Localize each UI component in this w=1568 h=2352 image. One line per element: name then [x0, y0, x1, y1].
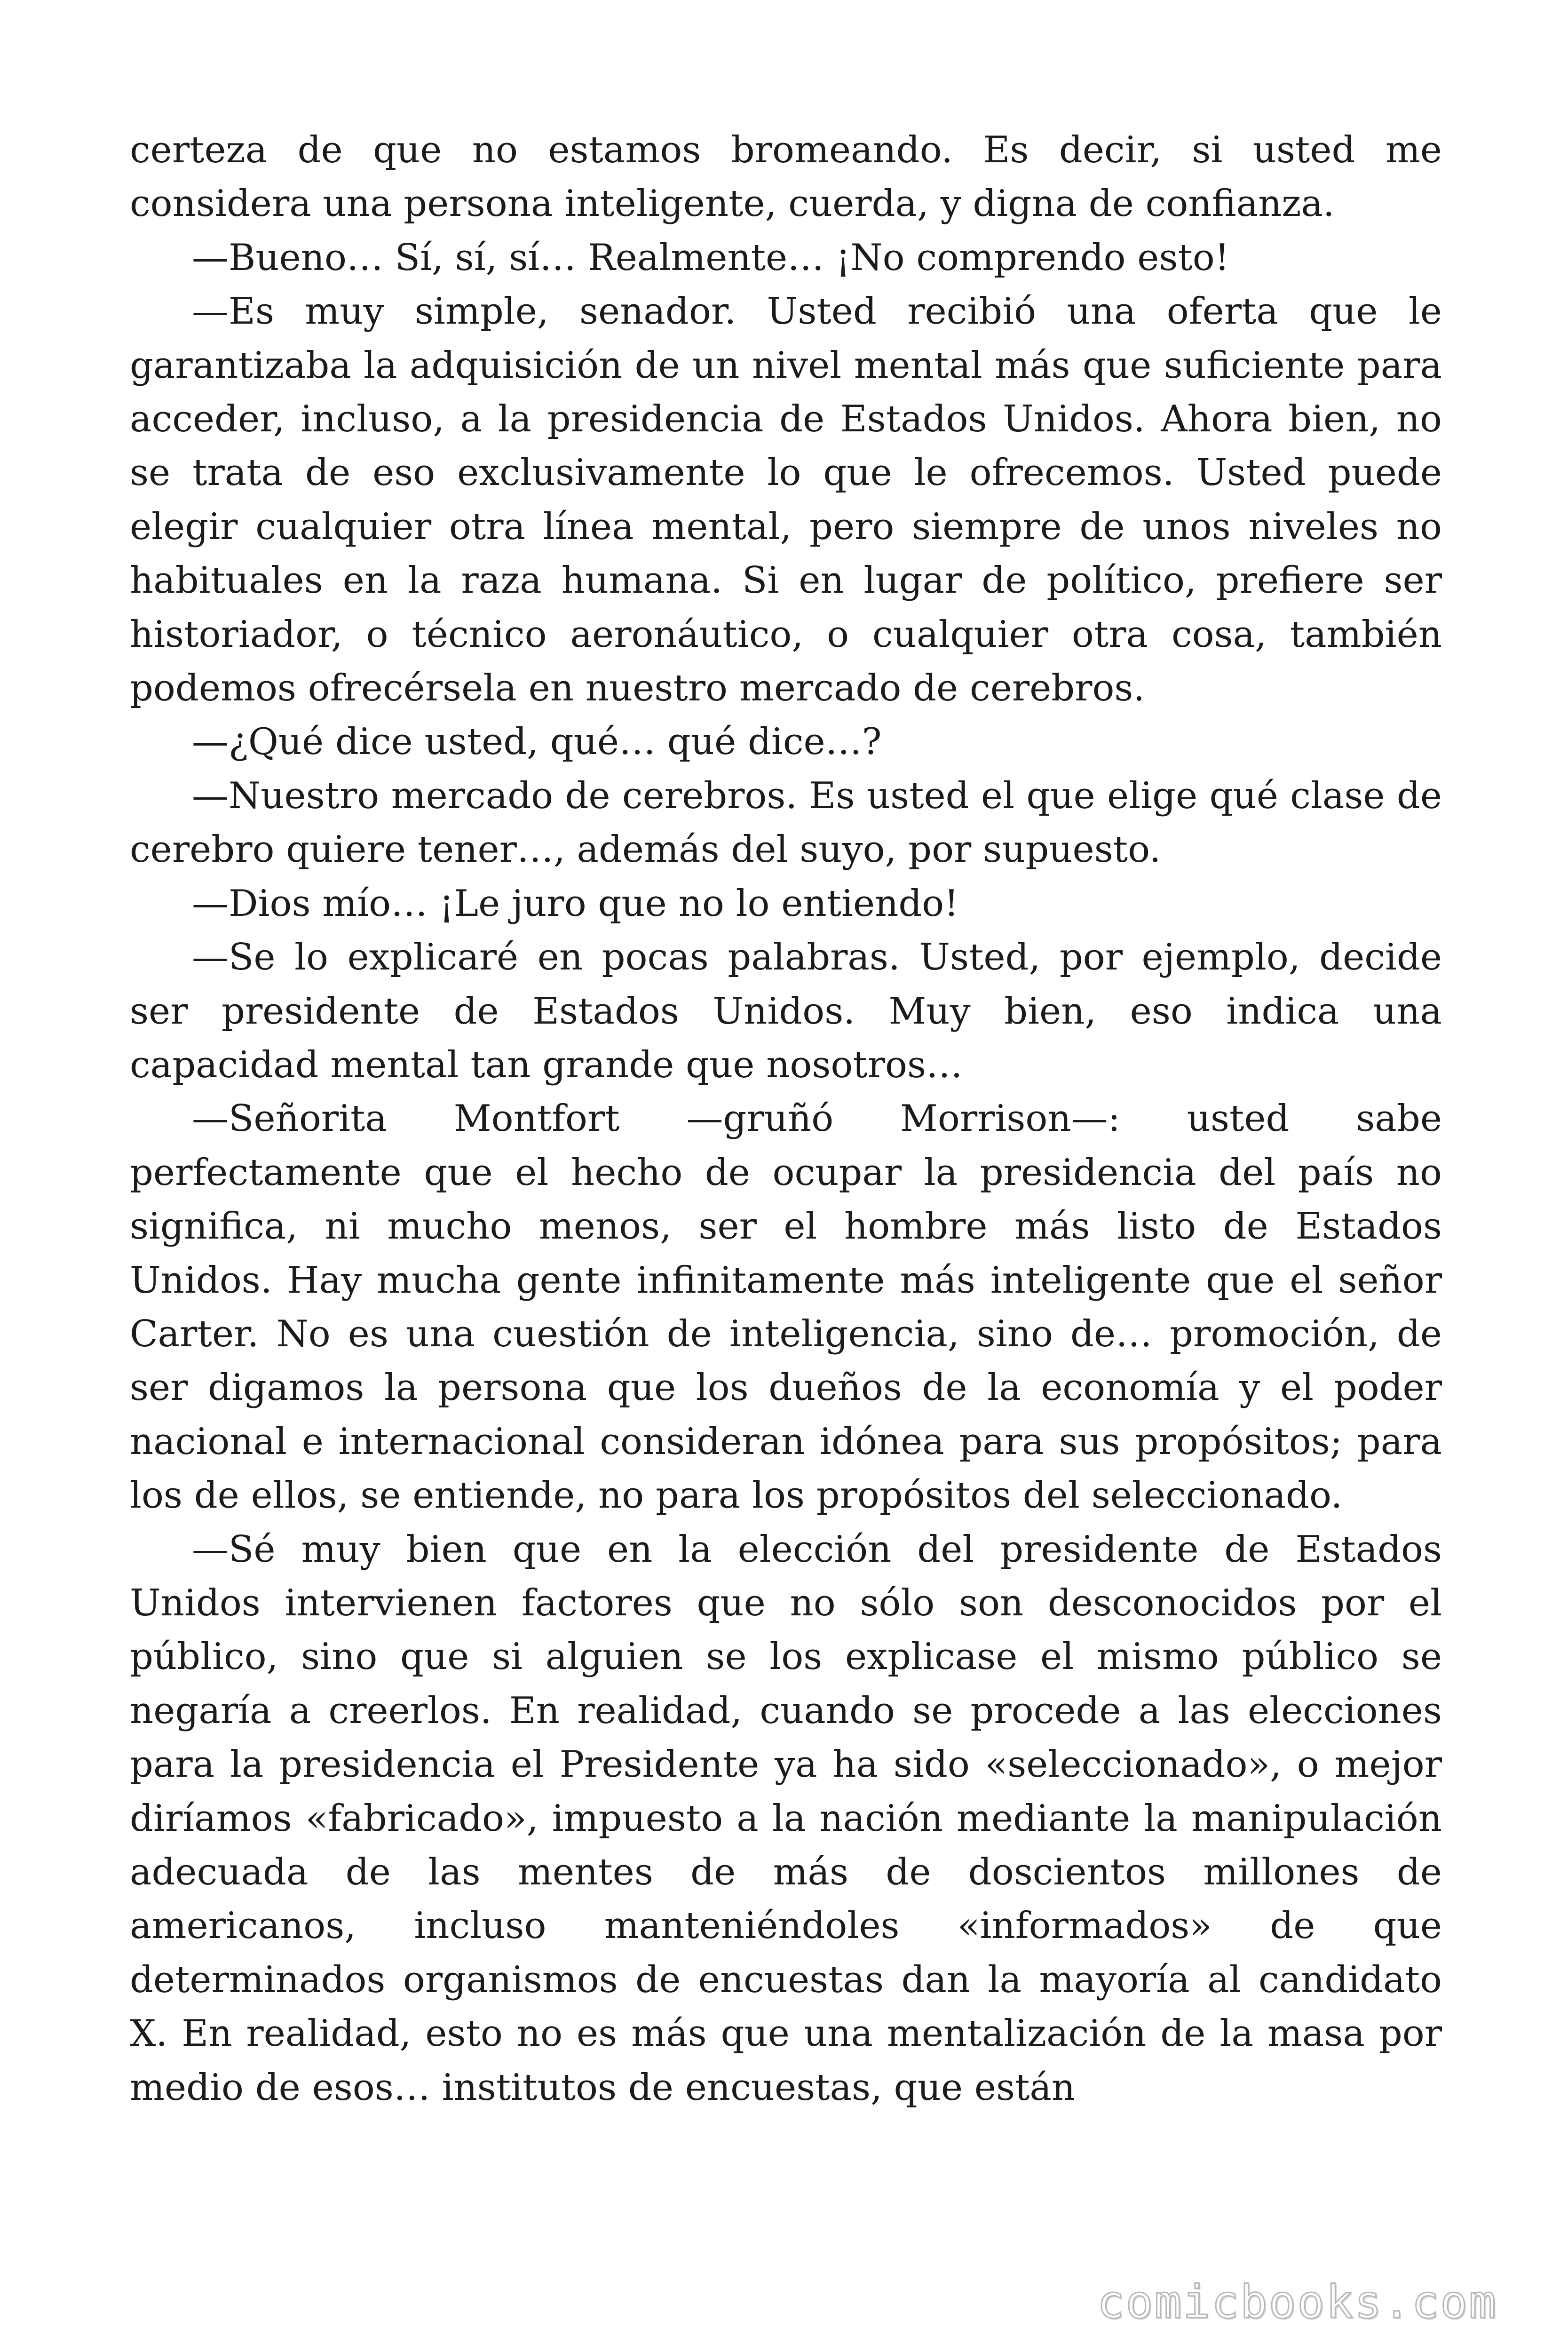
dialogue-paragraph: —Nuestro mercado de cerebros. Es usted el que elige qué clase de cerebro quiere tener…, además del suyo, por supuesto. [130, 774, 1442, 871]
dialogue-paragraph: —Señorita Montfort —gruñó Morrison—: usted sabe perfectamente que el hecho de ocupar la presidencia del país no significa, ni mucho menos, ser el hombre más listo de Estados Unidos. Hay mucha gente infinitamente más inteligente que el señor Carter. No es una cuestión de inteligencia, sino de… promoción, de ser digamos la persona que los dueños de la economía y el poder nacional e internacional consideran idónea para sus propósitos; para los de ellos, se entiende, no para los propósitos del seleccionado. [130, 1097, 1442, 1517]
dialogue-paragraph: —Es muy simple, senador. Usted recibió una oferta que le garantizaba la adquisición de un nivel mental más que suficiente para acceder, incluso, a la presidencia de Estados Unidos. Ahora bien, no se trata de eso exclusivamente lo que le ofrecemos. Usted puede elegir cualquier otra línea mental, pero siempre de unos niveles no habituales en la raza humana. Si en lugar de político, prefiere ser historiador, o técnico aeronáutico, o cualquier otra cosa, también podemos ofrecérsela en nuestro mercado de cerebros. [130, 290, 1442, 710]
page-body-text [130, 123, 1442, 2114]
dialogue-paragraph: —Bueno… Sí, sí, sí… Realmente… ¡No comprendo esto! [192, 236, 1230, 279]
dialogue-paragraph: —Se lo explicaré en pocas palabras. Usted, por ejemplo, decide ser presidente de Estados Unidos. Muy bien, eso indica una capacidad mental tan grande que nosotros… [130, 936, 1442, 1086]
watermark-text: comicbooks.com [1097, 2276, 1497, 2328]
dialogue-paragraph: —Dios mío… ¡Le juro que no lo entiendo! [192, 882, 959, 925]
paragraph-continuation: certeza de que no estamos bromeando. Es decir, si usted me considera una persona inteligente, cuerda, y digna de confianza. [130, 129, 1442, 225]
dialogue-paragraph: —¿Qué dice usted, qué… qué dice…? [192, 721, 882, 763]
dialogue-paragraph: —Sé muy bien que en la elección del presidente de Estados Unidos intervienen factores que no sólo son desconocidos por el público, sino que si alguien se los explicase el mismo público se negaría a creerlos. En realidad, cuando se procede a las elecciones para la presidencia el Presidente ya ha sido «seleccionado», o mejor diríamos «fabricado», impuesto a la nación mediante la manipulación adecuada de las mentes de más de doscientos millones de americanos, incluso manteniéndoles «informados» de que determinados organismos de encuestas dan la mayoría al candidato X. En realidad, esto no es más que una mentalización de la masa por medio de esos… institutos de encuestas, que están [130, 1528, 1442, 2109]
